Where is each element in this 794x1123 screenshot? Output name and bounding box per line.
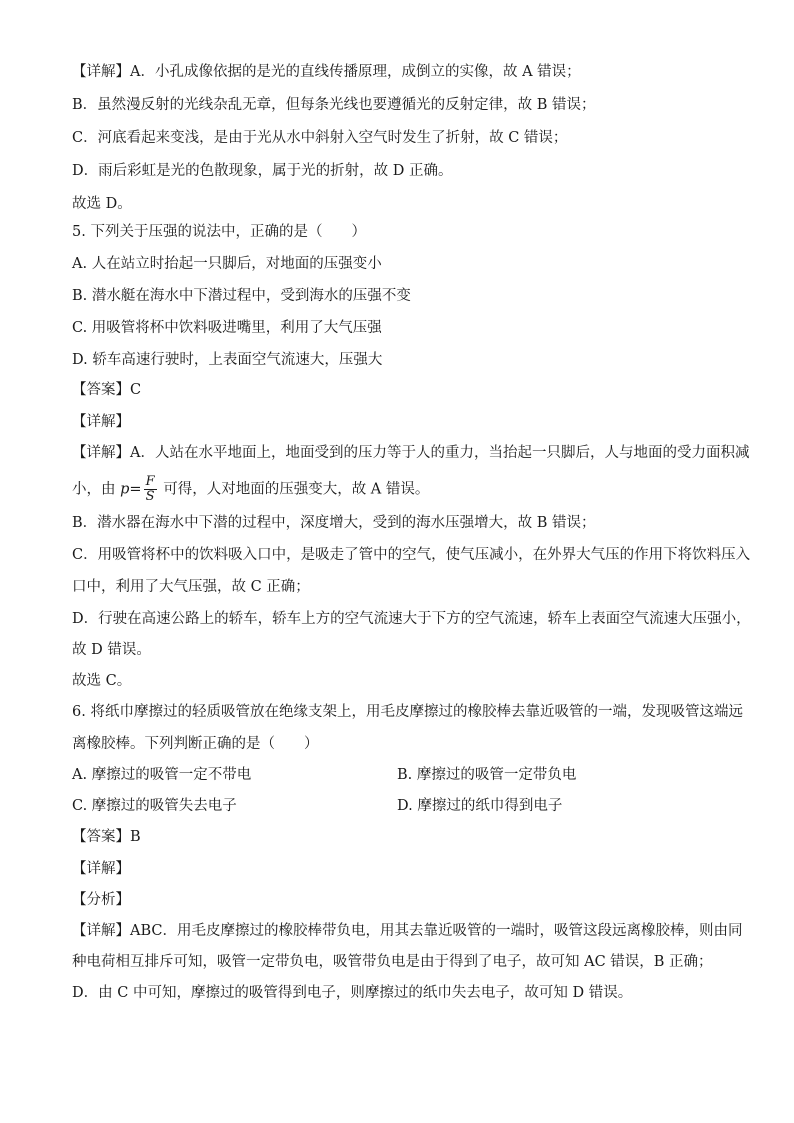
q6-detail-label: 【详解】	[72, 861, 130, 877]
q5-explain-d-line2: 故 D 错误。	[72, 642, 151, 658]
q6-explain-abc-line1: 【详解】ABC．用毛皮摩擦过的橡胶棒带负电，用其去靠近吸管的一端时，吸管这段远离橡胶棒，则由同	[72, 923, 743, 939]
q5-option-a: A. 人在站立时抬起一只脚后，对地面的压强变小	[72, 256, 382, 272]
q4-choice: 故选 D。	[72, 196, 132, 212]
q6-option-b: B. 摩擦过的吸管一定带负电	[397, 767, 577, 783]
q6-option-a: A. 摩擦过的吸管一定不带电	[72, 767, 252, 783]
q4-explain-c: C．河底看起来变浅，是由于光从水中斜射入空气时发生了折射，故 C 错误；	[72, 130, 568, 146]
q5-explain-a-post: 可得，人对地面的压强变大，故 A 错误。	[158, 481, 430, 498]
q4-explain-a: 【详解】A．小孔成像依据的是光的直线传播原理，成倒立的实像，故 A 错误；	[72, 64, 581, 80]
q5-choice: 故选 C。	[72, 673, 132, 689]
formula-denominator: S	[145, 489, 155, 504]
q5-explain-d-line1: D．行驶在高速公路上的轿车，轿车上方的空气流速大于下方的空气流速，轿车上表面空气流速大压强小，	[72, 611, 751, 627]
formula-numerator: F	[145, 474, 155, 489]
q4-explain-d: D．雨后彩虹是光的色散现象，属于光的折射，故 D 正确。	[72, 163, 453, 179]
q6-option-d: D. 摩擦过的纸巾得到电子	[397, 798, 563, 814]
q6-option-c: C. 摩擦过的吸管失去电子	[72, 798, 237, 814]
formula-eq: =	[129, 481, 142, 498]
q5-option-b: B. 潜水艇在海水中下潜过程中，受到海水的压强不变	[72, 288, 411, 304]
q6-analysis-label: 【分析】	[72, 892, 130, 908]
formula-p: p	[120, 481, 130, 498]
q5-explain-b: B．潜水器在海水中下潜的过程中，深度增大，受到的海水压强增大，故 B 错误；	[72, 515, 596, 531]
q6-stem-line1: 6. 将纸巾摩擦过的轻质吸管放在绝缘支架上，用毛皮摩擦过的橡胶棒去靠近吸管的一端，发现吸管这端远	[72, 704, 743, 720]
pressure-formula-fraction	[144, 475, 157, 504]
q5-answer: 【答案】C	[72, 382, 142, 398]
q4-explain-b: B．虽然漫反射的光线杂乱无章，但每条光线也要遵循光的反射定律，故 B 错误；	[72, 97, 596, 113]
q5-explain-a-pre: 小，由	[72, 481, 121, 498]
q5-detail-label: 【详解】	[72, 414, 130, 430]
q5-explain-a-line1: 【详解】A．人站在水平地面上，地面受到的压力等于人的重力，当抬起一只脚后，人与地面的受力面积减	[72, 445, 750, 461]
q5-explain-a-line2	[72, 475, 429, 504]
q6-option-row-2	[72, 796, 563, 816]
q5-explain-c-line2: 口中，利用了大气压强，故 C 正确；	[72, 579, 310, 595]
q5-stem: 5. 下列关于压强的说法中，正确的是（ ）	[72, 224, 366, 240]
q6-explain-d: D．由 C 中可知，摩擦过的吸管得到电子，则摩擦过的纸巾失去电子，故可知 D 错误。	[72, 985, 633, 1001]
q5-option-c: C. 用吸管将杯中饮料吸进嘴里，利用了大气压强	[72, 320, 382, 336]
q6-answer: 【答案】B	[72, 829, 141, 845]
q6-option-row-1	[72, 765, 577, 785]
q6-stem-line2: 离橡胶棒。下列判断正确的是（ ）	[72, 736, 319, 752]
q5-option-d: D. 轿车高速行驶时，上表面空气流速大，压强大	[72, 352, 383, 368]
q6-explain-abc-line2: 种电荷相互排斥可知，吸管一定带负电，吸管带负电是由于得到了电子，故可知 AC 错误，B 正确；	[72, 954, 713, 970]
q5-explain-c-line1: C．用吸管将杯中的饮料吸入口中，是吸走了管中的空气，使气压减小，在外界大气压的作用下将饮料压入	[72, 547, 751, 563]
